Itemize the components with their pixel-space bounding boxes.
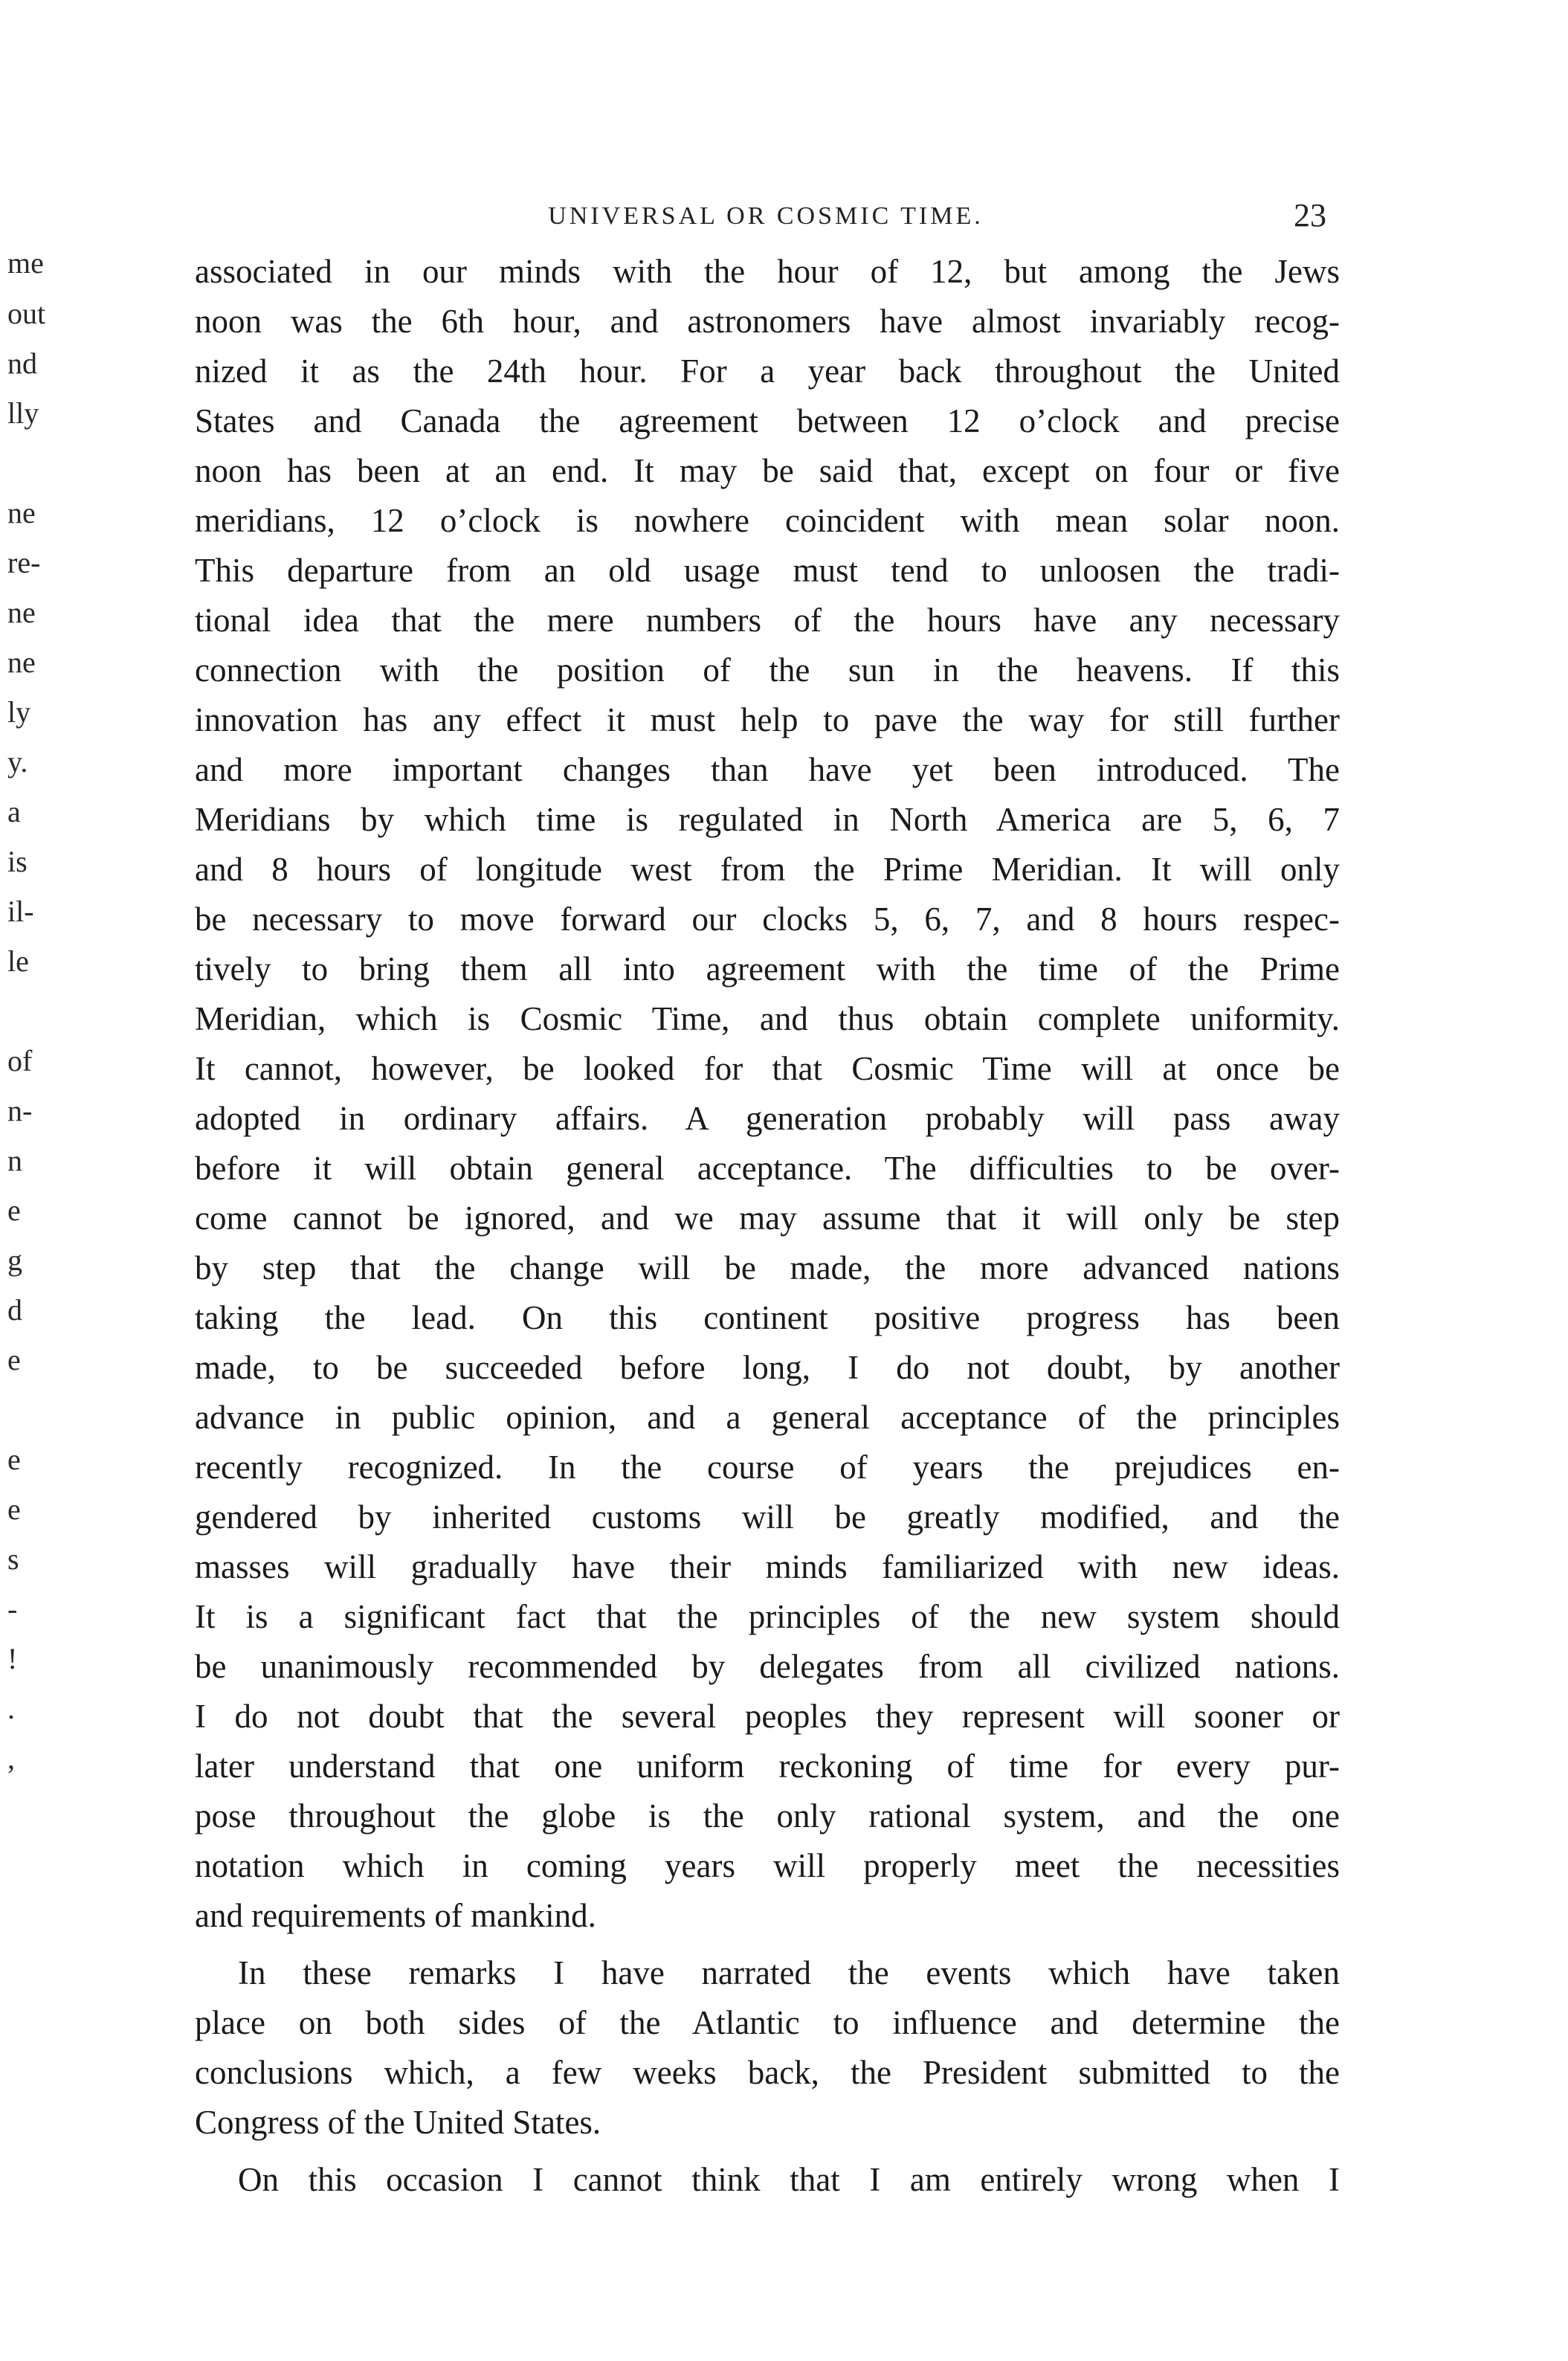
margin-fragment: s bbox=[7, 1542, 19, 1576]
margin-fragment: n- bbox=[7, 1094, 33, 1127]
margin-fragment: e bbox=[7, 1443, 21, 1476]
text-line: tional idea that the mere numbers of the hours have any necessary bbox=[195, 602, 1340, 639]
text-line: adopted in ordinary affairs. A generation probably will pass away bbox=[195, 1100, 1340, 1137]
text-line: In these remarks I have narrated the events which have taken bbox=[238, 1954, 1340, 1991]
margin-fragment: . bbox=[7, 1692, 15, 1725]
margin-fragment: e bbox=[7, 1492, 21, 1526]
paragraph-gap bbox=[195, 2148, 1340, 2155]
text-line: meridians, 12 o’clock is nowhere coincident with mean solar noon. bbox=[195, 502, 1340, 539]
text-line: I do not doubt that the several peoples they represent will sooner or bbox=[195, 1698, 1340, 1735]
margin-fragment: e bbox=[7, 1343, 21, 1376]
text-line: Meridians by which time is regulated in North America are 5, 6, 7 bbox=[195, 801, 1340, 838]
text-line: and requirements of mankind. bbox=[195, 1897, 596, 1934]
paragraph-gap bbox=[195, 1941, 1340, 1948]
text-line: and more important changes than have yet been introduced. The bbox=[195, 751, 1340, 788]
margin-fragment: d bbox=[7, 1293, 22, 1327]
margin-fragment: - bbox=[7, 1592, 18, 1626]
margin-fragment: n bbox=[7, 1144, 22, 1177]
text-line: masses will gradually have their minds familiarized with new ideas. bbox=[195, 1548, 1340, 1585]
text-line: gendered by inherited customs will be greatly modified, and the bbox=[195, 1498, 1340, 1536]
margin-fragment: out bbox=[7, 297, 46, 330]
text-line: On this occasion I cannot think that I am entirely wrong when I bbox=[238, 2161, 1340, 2198]
text-line: associated in our minds with the hour of 12, but among the Jews bbox=[195, 253, 1340, 290]
text-line: taking the lead. On this continent positive progress has been bbox=[195, 1299, 1340, 1336]
text-line: and 8 hours of longitude west from the Prime Meridian. It will only bbox=[195, 851, 1340, 888]
body-text bbox=[195, 247, 1340, 2205]
paragraph bbox=[195, 247, 1340, 1941]
text-line: conclusions which, a few weeks back, the President submitted to the bbox=[195, 2054, 1340, 2091]
margin-fragment: lly bbox=[7, 396, 39, 430]
text-line: pose throughout the globe is the only rational system, and the one bbox=[195, 1797, 1340, 1835]
margin-fragment: le bbox=[7, 944, 29, 978]
text-line: States and Canada the agreement between 12 o’clock and precise bbox=[195, 402, 1340, 439]
text-line: innovation has any effect it must help to pave the way for still further bbox=[195, 701, 1340, 738]
paragraph bbox=[195, 2155, 1340, 2205]
margin-fragment: ! bbox=[7, 1642, 18, 1675]
running-head: UNIVERSAL OR COSMIC TIME. bbox=[548, 202, 984, 230]
text-line: by step that the change will be made, the more advanced nations bbox=[195, 1249, 1340, 1286]
text-line: It cannot, however, be looked for that Cosmic Time will at once be bbox=[195, 1050, 1340, 1087]
text-line: be unanimously recommended by delegates from all civilized nations. bbox=[195, 1648, 1340, 1685]
text-line: This departure from an old usage must tend to unloosen the tradi- bbox=[195, 552, 1340, 589]
text-line: be necessary to move forward our clocks 5, 6, 7, and 8 hours respec- bbox=[195, 901, 1340, 938]
margin-fragment: re- bbox=[7, 546, 41, 579]
text-line: noon has been at an end. It may be said that, except on four or five bbox=[195, 452, 1340, 489]
text-line: It is a significant fact that the principles of the new system should bbox=[195, 1598, 1340, 1635]
text-line: recently recognized. In the course of years the prejudices en- bbox=[195, 1449, 1340, 1486]
text-line: Meridian, which is Cosmic Time, and thus obtain complete uniformity. bbox=[195, 1000, 1340, 1037]
text-line: advance in public opinion, and a general acceptance of the principles bbox=[195, 1399, 1340, 1436]
margin-fragment: y. bbox=[7, 745, 28, 779]
margin-fragment: e bbox=[7, 1194, 21, 1227]
margin-fragment: nd bbox=[7, 347, 37, 380]
text-line: later understand that one uniform reckoning of time for every pur- bbox=[195, 1748, 1340, 1785]
margin-fragment: , bbox=[7, 1742, 15, 1775]
page-number: 23 bbox=[1294, 197, 1326, 233]
margin-fragment: ne bbox=[7, 645, 36, 679]
text-line: connection with the position of the sun in the heavens. If this bbox=[195, 651, 1340, 689]
margin-fragment: g bbox=[7, 1243, 22, 1277]
margin-fragment: is bbox=[7, 845, 28, 878]
margin-fragment: ly bbox=[7, 695, 31, 729]
text-line: noon was the 6th hour, and astronomers have almost invariably recog- bbox=[195, 303, 1340, 340]
text-line: notation which in coming years will properly meet the necessities bbox=[195, 1847, 1340, 1884]
text-line: come cannot be ignored, and we may assume that it will only be step bbox=[195, 1199, 1340, 1237]
margin-fragment: il- bbox=[7, 895, 34, 928]
margin-fragment: me bbox=[7, 246, 44, 280]
margin-fragment: of bbox=[7, 1044, 33, 1078]
text-line: made, to be succeeded before long, I do not doubt, by another bbox=[195, 1349, 1340, 1386]
margin-fragment: a bbox=[7, 795, 21, 828]
text-line: Congress of the United States. bbox=[195, 2104, 601, 2141]
text-line: tively to bring them all into agreement with the time of the Prime bbox=[195, 950, 1340, 988]
margin-fragment: ne bbox=[7, 596, 36, 629]
text-line: place on both sides of the Atlantic to influence and determine the bbox=[195, 2004, 1340, 2041]
text-line: before it will obtain general acceptance. The difficulties to be over- bbox=[195, 1150, 1340, 1187]
margin-fragment: ne bbox=[7, 496, 36, 529]
paragraph bbox=[195, 1948, 1340, 2148]
text-line: nized it as the 24th hour. For a year back throughout the United bbox=[195, 352, 1340, 390]
